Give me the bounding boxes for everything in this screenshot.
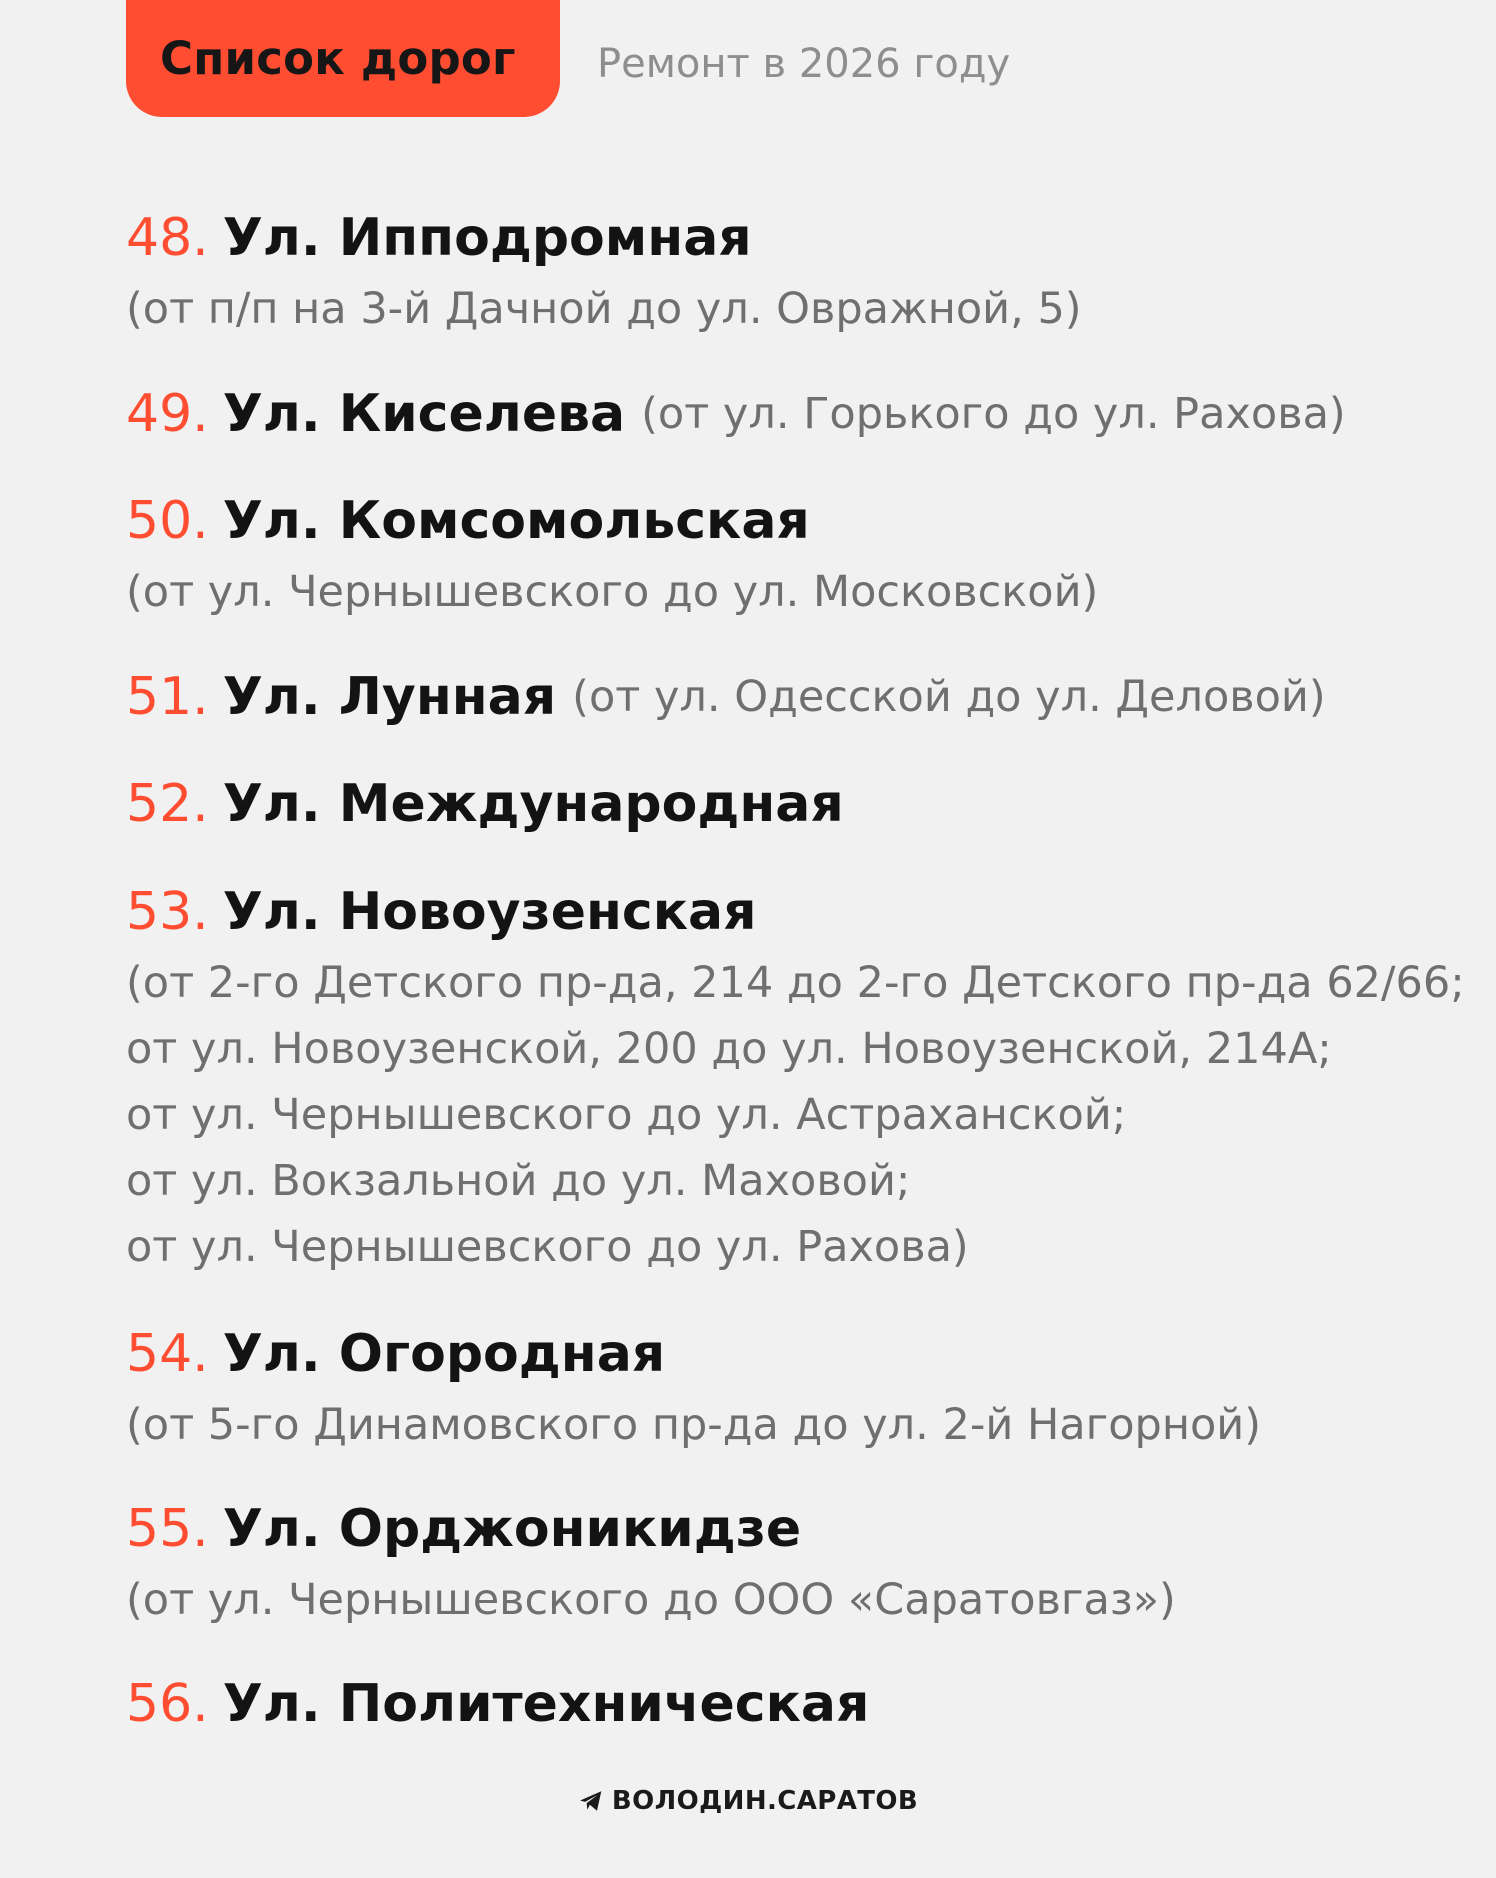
road-item-50 <box>126 483 1476 625</box>
road-name: Ул. Ипподромная <box>222 208 752 268</box>
road-name: Ул. Киселева <box>222 384 626 444</box>
road-name: Ул. Новоузенская <box>222 882 757 942</box>
road-name: Ул. Орджоникидзе <box>222 1499 802 1559</box>
road-item-54 <box>126 1316 1476 1458</box>
road-range: (от 2-го Детского пр-да, 214 до 2-го Детского пр-да 62/66; <box>126 958 1465 1008</box>
road-item-53 <box>126 874 1476 1280</box>
road-number: 48. <box>126 208 209 268</box>
header <box>0 0 1496 118</box>
telegram-plane-icon <box>578 1788 604 1814</box>
subtitle-text: Ремонт в 2026 году <box>597 41 1011 87</box>
road-number: 52. <box>126 774 209 834</box>
road-item-52 <box>126 766 1476 842</box>
road-title <box>126 1666 1476 1742</box>
road-number: 53. <box>126 882 209 942</box>
road-name: Ул. Огородная <box>222 1324 666 1384</box>
list-title-badge <box>126 0 560 117</box>
road-range: (от ул. Чернышевского до ул. Московской) <box>126 567 1099 617</box>
road-title <box>126 200 1476 276</box>
road-title <box>126 874 1476 950</box>
road-number: 49. <box>126 384 209 444</box>
road-item-51 <box>126 659 1476 735</box>
road-number: 56. <box>126 1674 209 1734</box>
road-name: Ул. Международная <box>222 774 844 834</box>
road-range: (от ул. Чернышевского до ООО «Саратовгаз») <box>126 1575 1176 1625</box>
road-item-55 <box>126 1491 1476 1633</box>
road-range: (от 5-го Динамовского пр-да до ул. 2-й Нагорной) <box>126 1400 1261 1450</box>
road-title <box>126 1316 1476 1392</box>
road-title <box>126 659 1476 735</box>
road-range: от ул. Новоузенской, 200 до ул. Новоузенской, 214А; <box>126 1024 1332 1074</box>
road-name: Ул. Лунная <box>222 667 557 727</box>
road-number: 55. <box>126 1499 209 1559</box>
road-range: (от ул. Горького до ул. Рахова) <box>641 389 1346 439</box>
road-number: 50. <box>126 491 209 551</box>
road-range: от ул. Вокзальной до ул. Маховой; <box>126 1156 911 1206</box>
footer-brand <box>0 1776 1496 1826</box>
road-title <box>126 1491 1476 1567</box>
footer-brand-text: ВОЛОДИН.САРАТОВ <box>611 1786 919 1816</box>
road-name: Ул. Комсомольская <box>222 491 810 551</box>
badge-label: Список дорог <box>160 32 516 85</box>
road-range: от ул. Чернышевского до ул. Рахова) <box>126 1222 969 1272</box>
road-item-49 <box>126 376 1476 452</box>
road-range: от ул. Чернышевского до ул. Астраханской; <box>126 1090 1127 1140</box>
road-range: (от ул. Одесской до ул. Деловой) <box>572 672 1326 722</box>
road-title <box>126 376 1476 452</box>
road-number: 54. <box>126 1324 209 1384</box>
page-subtitle <box>597 36 1010 92</box>
road-number: 51. <box>126 667 209 727</box>
road-item-56 <box>126 1666 1476 1742</box>
road-name: Ул. Политехническая <box>222 1674 870 1734</box>
road-title <box>126 766 1476 842</box>
road-title <box>126 483 1476 559</box>
road-range: (от п/п на 3-й Дачной до ул. Овражной, 5) <box>126 284 1082 334</box>
road-item-48 <box>126 200 1476 342</box>
